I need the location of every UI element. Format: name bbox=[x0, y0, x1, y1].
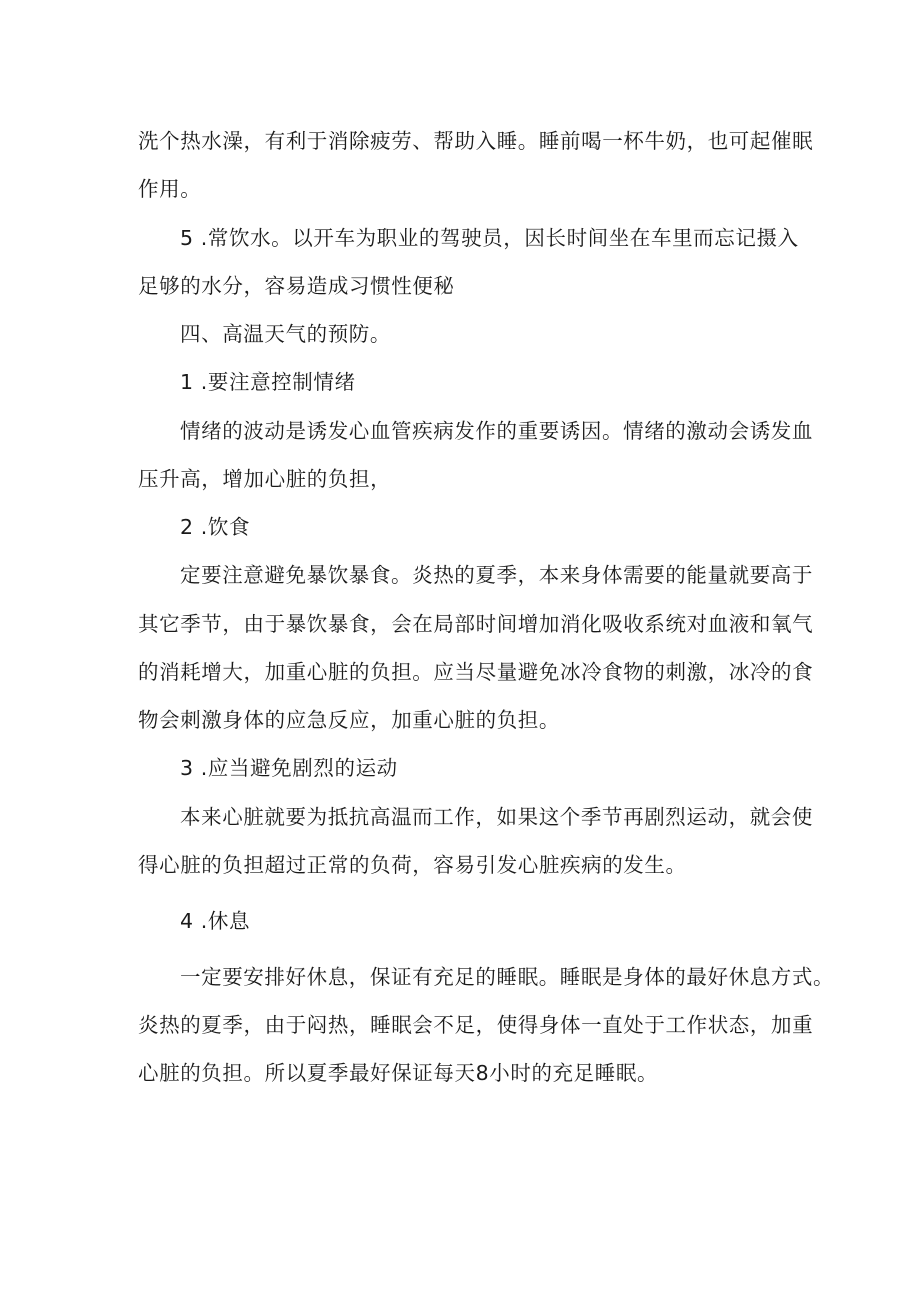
paragraph-line: 炎热的夏季，由于闷热，睡眠会不足，使得身体一直处于工作状态，加重 bbox=[138, 1013, 814, 1037]
paragraph-line: 洗个热水澡，有利于消除疲劳、帮助入睡。睡前喝一杯牛奶，也可起催眠 bbox=[138, 129, 814, 153]
paragraph-line: 一定要安排好休息，保证有充足的睡眠。睡眠是身体的最好休息方式。 bbox=[180, 965, 835, 989]
paragraph-line: 足够的水分，容易造成习惯性便秘 bbox=[138, 274, 455, 298]
paragraph-line: 的消耗增大，加重心脏的负担。应当尽量避免冰冷食物的刺激，冰冷的食 bbox=[138, 660, 814, 684]
subsection-heading: 3 .应当避免剧烈的运动 bbox=[180, 756, 398, 780]
paragraph-line: 本来心脏就要为抵抗高温而工作，如果这个季节再剧烈运动，就会使 bbox=[180, 805, 813, 829]
subsection-heading: 2 .饮食 bbox=[180, 515, 251, 539]
subsection-heading: 1 .要注意控制情绪 bbox=[180, 370, 356, 394]
paragraph-line: 物会刺激身体的应急反应，加重心脏的负担。 bbox=[138, 708, 560, 732]
paragraph-line: 情绪的波动是诱发心血管疾病发作的重要诱因。情绪的激动会诱发血 bbox=[180, 419, 813, 443]
paragraph-line: 其它季节，由于暴饮暴食，会在局部时间增加消化吸收系统对血液和氧气 bbox=[138, 612, 814, 636]
section-heading: 四、高温天气的预防。 bbox=[180, 322, 391, 346]
paragraph-line: 定要注意避免暴饮暴食。炎热的夏季，本来身体需要的能量就要高于 bbox=[180, 563, 813, 587]
paragraph-line: 作用。 bbox=[138, 177, 202, 201]
paragraph-line: 心脏的负担。所以夏季最好保证每天8小时的充足睡眠。 bbox=[138, 1061, 659, 1085]
paragraph-line: 得心脏的负担超过正常的负荷，容易引发心脏疾病的发生。 bbox=[138, 853, 687, 877]
subsection-heading: 4 .休息 bbox=[180, 909, 251, 933]
paragraph-line: 压升高，增加心脏的负担， bbox=[138, 467, 392, 491]
paragraph-line: 5 .常饮水。以开车为职业的驾驶员，因长时间坐在车里而忘记摄入 bbox=[180, 226, 799, 250]
